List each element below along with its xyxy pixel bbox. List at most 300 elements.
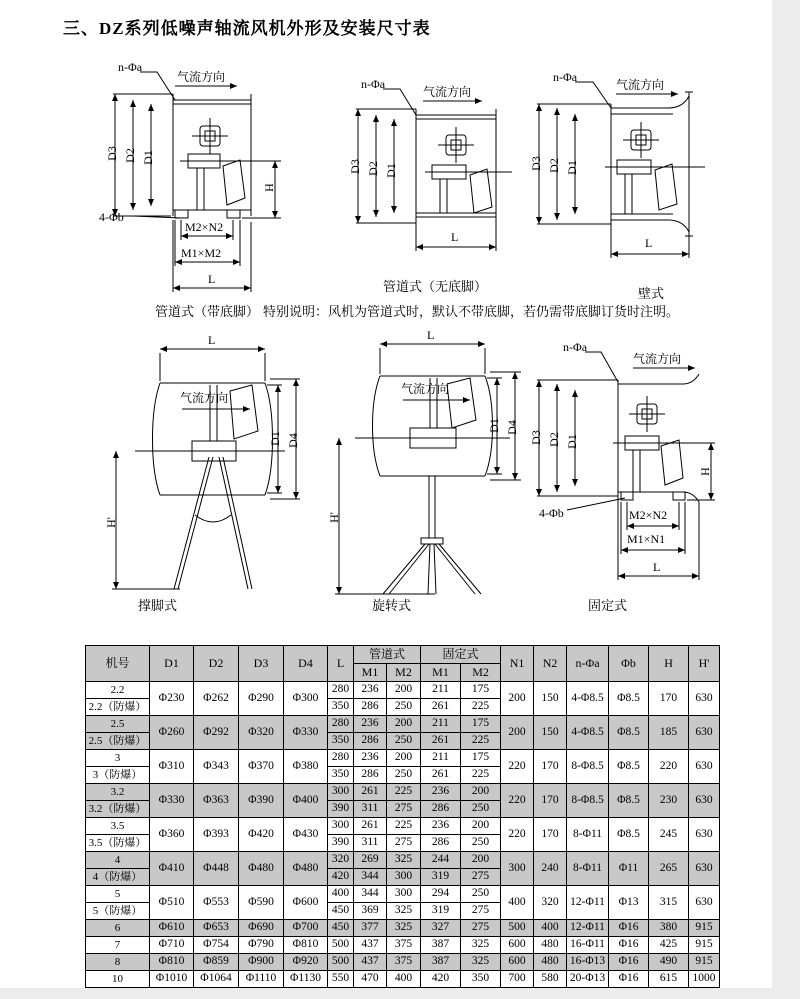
table-cell: 400 <box>534 920 567 937</box>
dim-d2-label: D2 <box>122 148 137 163</box>
table-cell: 275 <box>461 903 501 920</box>
dim-m1n1-label: M1×N1 <box>627 532 666 546</box>
col-n1: N1 <box>501 646 534 682</box>
dim-d3-label: D3 <box>528 430 543 445</box>
table-cell: 286 <box>354 699 387 716</box>
table-cell: Φ859 <box>194 954 239 971</box>
table-cell: 275 <box>387 801 421 818</box>
table-cell: 7 <box>86 937 150 954</box>
table-row <box>86 784 720 801</box>
table-cell: 390 <box>328 801 354 818</box>
table-cell: 275 <box>461 869 501 886</box>
table-cell: 630 <box>689 818 720 852</box>
fan-drawing-fixed-type <box>515 338 720 608</box>
table-cell: 3（防爆） <box>86 767 150 784</box>
table-cell: 220 <box>649 750 689 784</box>
table-cell: 915 <box>689 920 720 937</box>
table-cell: 8-Φ8.5 <box>567 784 609 818</box>
airflow-direction-label: 气流方向 <box>423 85 472 99</box>
table-cell: 600 <box>501 954 534 971</box>
dim-m2n2-label: M2×N2 <box>185 220 224 234</box>
table-cell: 200 <box>461 784 501 801</box>
table-cell: Φ330 <box>150 784 194 818</box>
dim-l-label: L <box>427 328 435 342</box>
table-cell: 450 <box>328 920 354 937</box>
fan-drawing-duct-no-feet <box>330 75 520 285</box>
col-n-phi-a: n-Φa <box>567 646 609 682</box>
table-cell: 280 <box>328 716 354 733</box>
table-cell: 580 <box>534 971 567 988</box>
table-cell: 265 <box>649 852 689 886</box>
bolt-holes-label: n-Φa <box>118 60 143 74</box>
table-cell: Φ1110 <box>239 971 284 988</box>
table-cell: 3.5（防爆） <box>86 835 150 852</box>
table-cell: 175 <box>461 750 501 767</box>
table-cell: 20-Φ13 <box>567 971 609 988</box>
table-cell: 400 <box>387 971 421 988</box>
bolt-holes-label: n-Φa <box>563 340 588 354</box>
table-cell: Φ1010 <box>150 971 194 988</box>
table-cell: 300 <box>387 886 421 903</box>
col-n2: N2 <box>534 646 567 682</box>
table-cell: 4 <box>86 852 150 869</box>
table-cell: Φ370 <box>239 750 284 784</box>
table-cell: Φ480 <box>284 852 328 886</box>
table-cell: 286 <box>421 835 461 852</box>
table-cell: 311 <box>354 835 387 852</box>
table-cell: 315 <box>649 886 689 920</box>
table-cell: 300 <box>328 818 354 835</box>
table-cell: 4-Φ8.5 <box>567 682 609 716</box>
table-cell: Φ480 <box>239 852 284 886</box>
table-cell: 185 <box>649 716 689 750</box>
table-cell: 325 <box>461 954 501 971</box>
table-cell: 250 <box>387 767 421 784</box>
table-cell: Φ420 <box>239 818 284 852</box>
table-cell: 500 <box>501 920 534 937</box>
table-cell: 170 <box>534 818 567 852</box>
table-cell: 286 <box>421 801 461 818</box>
table-cell: 915 <box>689 954 720 971</box>
table-cell: 375 <box>387 954 421 971</box>
table-cell: 275 <box>461 920 501 937</box>
table-cell: 200 <box>387 716 421 733</box>
table-row <box>86 886 720 903</box>
table-row <box>86 818 720 835</box>
table-cell: 5（防爆） <box>86 903 150 920</box>
dim-d1-label: D1 <box>564 160 579 175</box>
airflow-direction-label: 气流方向 <box>616 78 665 92</box>
table-cell: 220 <box>501 784 534 818</box>
table-row <box>86 852 720 869</box>
table-cell: Φ343 <box>194 750 239 784</box>
table-cell: Φ600 <box>284 886 328 920</box>
table-cell: 236 <box>354 750 387 767</box>
diagram-rotary-type <box>325 328 530 613</box>
table-cell: Φ8.5 <box>609 750 649 784</box>
table-cell: 325 <box>461 937 501 954</box>
table-cell: 4-Φ8.5 <box>567 716 609 750</box>
dim-l-label: L <box>208 333 216 347</box>
table-cell: Φ16 <box>609 920 649 937</box>
table-cell: 500 <box>328 937 354 954</box>
table-cell: 490 <box>649 954 689 971</box>
col-d3: D3 <box>239 646 284 682</box>
table-cell: 16-Φ11 <box>567 937 609 954</box>
table-cell: 344 <box>354 886 387 903</box>
table-cell: 300 <box>328 784 354 801</box>
table-cell: 350 <box>461 971 501 988</box>
table-cell: Φ363 <box>194 784 239 818</box>
table-cell: 325 <box>387 920 421 937</box>
dim-h-label: H <box>697 467 712 476</box>
table-cell: 225 <box>461 733 501 750</box>
table-cell: 600 <box>501 937 534 954</box>
airflow-direction-label: 气流方向 <box>177 70 226 84</box>
table-cell: 319 <box>421 903 461 920</box>
table-row <box>86 954 720 971</box>
table-cell: 319 <box>421 869 461 886</box>
table-cell: 245 <box>649 818 689 852</box>
col-duct-m1: M1 <box>354 664 387 682</box>
table-cell: 211 <box>421 716 461 733</box>
table-cell: 437 <box>354 937 387 954</box>
table-cell: 3 <box>86 750 150 767</box>
col-phi-b: Φb <box>609 646 649 682</box>
table-cell: Φ590 <box>239 886 284 920</box>
caption-duct-with-feet: 管道式（带底脚） <box>155 304 260 319</box>
table-cell: Φ920 <box>284 954 328 971</box>
table-cell: 236 <box>354 716 387 733</box>
col-fixed-m1: M1 <box>421 664 461 682</box>
table-cell: 261 <box>354 818 387 835</box>
table-cell: Φ553 <box>194 886 239 920</box>
table-cell: 150 <box>534 716 567 750</box>
table-cell: Φ320 <box>239 716 284 750</box>
table-cell: 286 <box>354 733 387 750</box>
table-cell: Φ300 <box>284 682 328 716</box>
table-cell: Φ292 <box>194 716 239 750</box>
col-group-fixed: 固定式 <box>421 646 501 664</box>
table-row <box>86 920 720 937</box>
col-d2: D2 <box>194 646 239 682</box>
table-cell: 2.2（防爆） <box>86 699 150 716</box>
table-cell: 12-Φ11 <box>567 920 609 937</box>
table-cell: 550 <box>328 971 354 988</box>
table-cell: 8-Φ11 <box>567 818 609 852</box>
table-cell: 377 <box>354 920 387 937</box>
col-l: L <box>328 646 354 682</box>
table-cell: 280 <box>328 682 354 699</box>
bolt-holes-label: n-Φa <box>361 77 386 91</box>
table-cell: Φ393 <box>194 818 239 852</box>
table-cell: 630 <box>689 716 720 750</box>
table-cell: 480 <box>534 954 567 971</box>
table-cell: Φ262 <box>194 682 239 716</box>
dim-d3-label: D3 <box>347 159 362 174</box>
table-cell: 200 <box>501 716 534 750</box>
table-cell: 225 <box>461 767 501 784</box>
table-cell: Φ330 <box>284 716 328 750</box>
dimension-table <box>85 645 720 988</box>
table-cell: 261 <box>421 699 461 716</box>
foot-bolt-label: 4-Φb <box>539 506 564 520</box>
dim-d3-label: D3 <box>104 146 119 161</box>
table-cell: 8-Φ11 <box>567 852 609 886</box>
dim-d4-label: D4 <box>504 420 519 435</box>
table-cell: Φ380 <box>284 750 328 784</box>
table-cell: Φ8.5 <box>609 682 649 716</box>
table-cell: Φ290 <box>239 682 284 716</box>
table-cell: 480 <box>534 937 567 954</box>
table-cell: 311 <box>354 801 387 818</box>
table-cell: 8 <box>86 954 150 971</box>
table-cell: 1000 <box>689 971 720 988</box>
dim-m1m2-label: M1×M2 <box>181 246 222 260</box>
table-cell: Φ900 <box>239 954 284 971</box>
diagram-duct-with-feet <box>85 58 300 308</box>
caption-tripod-type: 撑脚式 <box>138 598 178 613</box>
special-note: 特别说明：风机为管道式时，默认不带底脚，若仍需带底脚订货时注明。 <box>263 304 680 319</box>
table-cell: 325 <box>387 903 421 920</box>
dim-d2-label: D2 <box>546 432 561 447</box>
table-cell: 630 <box>689 886 720 920</box>
col-h: H <box>649 646 689 682</box>
table-cell: Φ13 <box>609 886 649 920</box>
table-cell: Φ390 <box>239 784 284 818</box>
airflow-direction-label: 气流方向 <box>401 382 450 396</box>
table-cell: 244 <box>421 852 461 869</box>
table-cell: Φ16 <box>609 971 649 988</box>
dim-l-label: L <box>645 236 653 250</box>
table-cell: 3.5 <box>86 818 150 835</box>
table-row <box>86 750 720 767</box>
table-cell: 269 <box>354 852 387 869</box>
caption-wall-type: 壁式 <box>638 286 665 301</box>
table-cell: 240 <box>534 852 567 886</box>
table-cell: 220 <box>501 750 534 784</box>
table-cell: 3.2（防爆） <box>86 801 150 818</box>
table-cell: 350 <box>328 733 354 750</box>
table-cell: 16-Φ13 <box>567 954 609 971</box>
col-h-prime: H' <box>689 646 720 682</box>
table-cell: 280 <box>328 750 354 767</box>
table-cell: 225 <box>387 818 421 835</box>
table-row <box>86 716 720 733</box>
table-cell: 200 <box>461 852 501 869</box>
table-cell: 3.2 <box>86 784 150 801</box>
table-cell: 175 <box>461 682 501 699</box>
airflow-direction-label: 气流方向 <box>180 391 229 405</box>
table-cell: 2.2 <box>86 682 150 699</box>
table-cell: 380 <box>649 920 689 937</box>
dim-l-label: L <box>451 230 459 244</box>
table-cell: 369 <box>354 903 387 920</box>
table-cell: 250 <box>461 801 501 818</box>
fan-drawing-tripod-type <box>100 333 310 605</box>
dim-d1-label: D1 <box>564 434 579 449</box>
table-cell: Φ16 <box>609 937 649 954</box>
table-cell: Φ700 <box>284 920 328 937</box>
table-cell: 200 <box>501 682 534 716</box>
table-cell: Φ710 <box>150 937 194 954</box>
table-cell: 250 <box>387 733 421 750</box>
col-group-duct: 管道式 <box>354 646 421 664</box>
table-cell: 630 <box>689 784 720 818</box>
dim-h-label: H <box>261 183 276 192</box>
table-row <box>86 682 720 699</box>
dim-m2n2-label: M2×N2 <box>629 508 668 522</box>
table-cell: 437 <box>354 954 387 971</box>
dim-l-label: L <box>208 272 216 286</box>
table-cell: 4（防爆） <box>86 869 150 886</box>
table-cell: 170 <box>534 784 567 818</box>
dim-d1-label: D1 <box>486 418 501 433</box>
dim-l-label: L <box>653 560 661 574</box>
table-cell: 630 <box>689 682 720 716</box>
airflow-direction-label: 气流方向 <box>633 352 682 366</box>
table-cell: 230 <box>649 784 689 818</box>
table-cell: Φ16 <box>609 954 649 971</box>
table-cell: Φ8.5 <box>609 818 649 852</box>
dim-d1-label: D1 <box>267 431 282 446</box>
table-cell: 915 <box>689 937 720 954</box>
table-cell: 350 <box>328 767 354 784</box>
dim-d4-label: D4 <box>285 433 300 448</box>
table-cell: Φ810 <box>150 954 194 971</box>
table-cell: Φ11 <box>609 852 649 886</box>
table-cell: Φ754 <box>194 937 239 954</box>
table-cell: 294 <box>421 886 461 903</box>
table-cell: 150 <box>534 682 567 716</box>
caption-duct-no-feet: 管道式（无底脚） <box>383 279 488 294</box>
table-cell: 220 <box>501 818 534 852</box>
table-cell: 225 <box>461 699 501 716</box>
table-cell: Φ810 <box>284 937 328 954</box>
table-cell: 387 <box>421 954 461 971</box>
dim-d2-label: D2 <box>546 158 561 173</box>
table-cell: 425 <box>649 937 689 954</box>
table-cell: 500 <box>328 954 354 971</box>
table-cell: Φ8.5 <box>609 716 649 750</box>
table-cell: 400 <box>328 886 354 903</box>
table-cell: 320 <box>328 852 354 869</box>
table-cell: 200 <box>461 818 501 835</box>
dim-d3-label: D3 <box>528 156 543 171</box>
table-cell: Φ400 <box>284 784 328 818</box>
table-cell: Φ1130 <box>284 971 328 988</box>
table-cell: Φ610 <box>150 920 194 937</box>
table-cell: 420 <box>328 869 354 886</box>
table-cell: Φ510 <box>150 886 194 920</box>
table-cell: 327 <box>421 920 461 937</box>
table-cell: 200 <box>387 682 421 699</box>
diagram-tripod-type <box>100 333 310 605</box>
bolt-holes-label: n-Φa <box>553 70 578 84</box>
table-cell: 630 <box>689 852 720 886</box>
table-cell: 630 <box>689 750 720 784</box>
table-cell: 211 <box>421 750 461 767</box>
table-cell: Φ8.5 <box>609 784 649 818</box>
table-cell: 236 <box>421 818 461 835</box>
fan-drawing-rotary-type <box>325 328 530 613</box>
table-cell: Φ310 <box>150 750 194 784</box>
col-duct-m2: M2 <box>387 664 421 682</box>
table-cell: 10 <box>86 971 150 988</box>
table-cell: 400 <box>501 886 534 920</box>
table-cell: 615 <box>649 971 689 988</box>
dim-h-prime-label: H' <box>326 512 341 523</box>
table-cell: Φ260 <box>150 716 194 750</box>
table-cell: Φ230 <box>150 682 194 716</box>
table-cell: Φ1064 <box>194 971 239 988</box>
table-cell: Φ448 <box>194 852 239 886</box>
table-cell: 236 <box>421 784 461 801</box>
table-cell: 320 <box>534 886 567 920</box>
col-machine-no: 机号 <box>86 646 150 682</box>
table-cell: 236 <box>354 682 387 699</box>
dim-d1-label: D1 <box>383 163 398 178</box>
table-cell: 470 <box>354 971 387 988</box>
diagram-duct-no-feet <box>330 75 520 285</box>
table-cell: 2.5 <box>86 716 150 733</box>
dim-h-prime-label: H' <box>103 517 118 528</box>
table-cell: 350 <box>328 699 354 716</box>
table-cell: 450 <box>328 903 354 920</box>
table-cell: Φ653 <box>194 920 239 937</box>
foot-bolt-label: 4-Φb <box>99 210 124 224</box>
table-cell: 375 <box>387 937 421 954</box>
table-header-row <box>86 646 720 664</box>
page-title: 三、DZ系列低噪声轴流风机外形及安装尺寸表 <box>63 19 431 38</box>
col-fixed-m2: M2 <box>461 664 501 682</box>
diagram-wall-type <box>513 68 713 293</box>
table-cell: Φ430 <box>284 818 328 852</box>
table-cell: Φ360 <box>150 818 194 852</box>
table-cell: 250 <box>387 699 421 716</box>
table-cell: 261 <box>421 767 461 784</box>
table-cell: 170 <box>649 682 689 716</box>
table-cell: 211 <box>421 682 461 699</box>
table-cell: 170 <box>534 750 567 784</box>
table-cell: 261 <box>421 733 461 750</box>
table-cell: 390 <box>328 835 354 852</box>
table-cell: 700 <box>501 971 534 988</box>
table-cell: 200 <box>387 750 421 767</box>
table-cell: 8-Φ8.5 <box>567 750 609 784</box>
table-cell: 5 <box>86 886 150 903</box>
table-cell: 300 <box>501 852 534 886</box>
table-cell: Φ790 <box>239 937 284 954</box>
table-cell: 344 <box>354 869 387 886</box>
table-cell: 300 <box>387 869 421 886</box>
table-cell: 286 <box>354 767 387 784</box>
diagram-fixed-type <box>515 338 720 608</box>
table-cell: 2.5（防爆） <box>86 733 150 750</box>
table-cell: Φ690 <box>239 920 284 937</box>
caption-fixed-type: 固定式 <box>588 598 628 613</box>
fan-drawing-wall-type <box>513 68 713 293</box>
col-d1: D1 <box>150 646 194 682</box>
caption-rotary-type: 旋转式 <box>372 598 412 613</box>
table-cell: Φ410 <box>150 852 194 886</box>
table-cell: 175 <box>461 716 501 733</box>
table-cell: 12-Φ11 <box>567 886 609 920</box>
table-row <box>86 937 720 954</box>
table-cell: 420 <box>421 971 461 988</box>
table-cell: 225 <box>387 784 421 801</box>
table-cell: 275 <box>387 835 421 852</box>
